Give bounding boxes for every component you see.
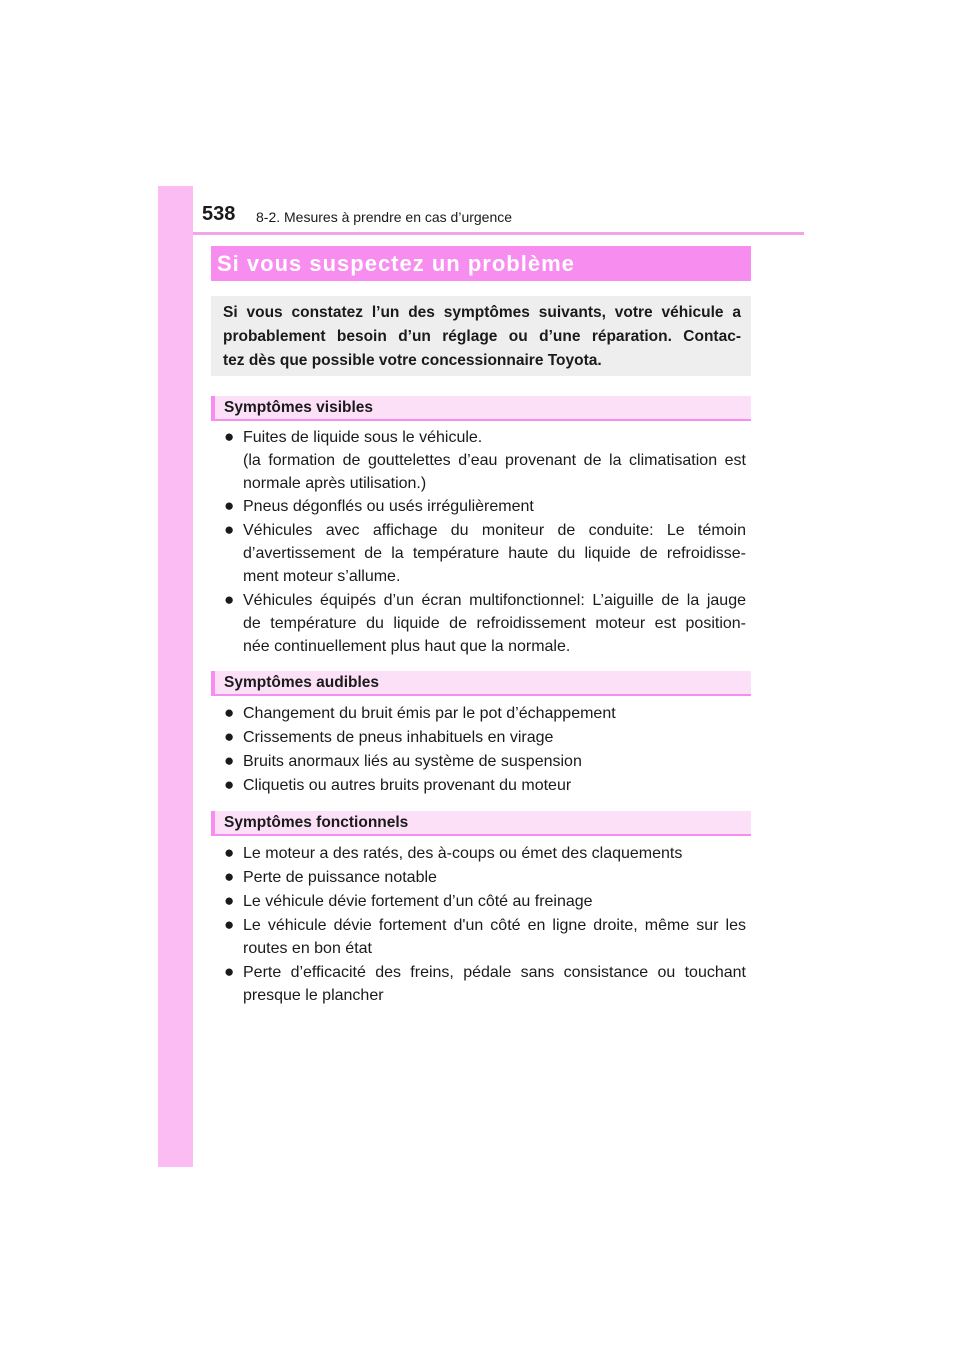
page-title: Si vous suspectez un problème: [217, 251, 575, 276]
list-item-line: Le véhicule dévie fortement d'un côté en ligne droite, même sur les: [243, 917, 746, 934]
bullet-icon: ●: [224, 520, 235, 539]
side-tab-strip: [158, 186, 193, 1167]
page-number: 538: [202, 203, 236, 225]
list-item-line: Perte de puissance notable: [243, 869, 437, 886]
intro-line: tez dès que possible votre concessionnaire Toyota.: [223, 352, 602, 369]
list-item-line: Crissements de pneus inhabituels en virage: [243, 729, 554, 746]
list-item-line: Véhicules équipés d’un écran multifonctionnel: L’aiguille de la jauge: [243, 592, 746, 609]
subheading-label: Symptômes audibles: [224, 674, 380, 691]
subheading-functional-symptoms: [211, 811, 751, 836]
subheading-label: Symptômes visibles: [224, 399, 374, 416]
bullet-icon: ●: [224, 843, 235, 862]
bullet-icon: ●: [224, 891, 235, 910]
subheading-label: Symptômes fonctionnels: [224, 814, 409, 831]
intro-line: Si vous constatez l’un des symptômes suivants, votre véhicule a: [223, 304, 741, 321]
intro-box: [211, 296, 751, 376]
list-item-line: Véhicules avec affichage du moniteur de conduite: Le témoin: [243, 522, 746, 539]
list-item-line: Perte d’efficacité des freins, pédale sans consistance ou touchant: [243, 964, 746, 981]
bullet-icon: ●: [224, 915, 235, 934]
subheading-audible-symptoms: [211, 671, 751, 696]
bullet-icon: ●: [224, 703, 235, 722]
header-rule: [193, 232, 804, 235]
list-item-line: (la formation de gouttelettes d’eau provenant de la climatisation est: [243, 452, 746, 469]
list-item-line: d’avertissement de la température haute du liquide de refroidisse-: [243, 545, 746, 562]
list-item-line: Pneus dégonflés ou usés irrégulièrement: [243, 498, 534, 515]
list-item-line: presque le plancher: [243, 987, 384, 1004]
bullet-icon: ●: [224, 427, 235, 446]
bullet-icon: ●: [224, 775, 235, 794]
bullet-icon: ●: [224, 962, 235, 981]
bullet-icon: ●: [224, 751, 235, 770]
subheading-visible-symptoms: [211, 396, 751, 421]
list-item-line: ment moteur s’allume.: [243, 568, 401, 585]
list-item-line: Cliquetis ou autres bruits provenant du moteur: [243, 777, 572, 794]
list-item-line: de température du liquide de refroidissement moteur est position-: [243, 615, 746, 632]
list-item-line: Changement du bruit émis par le pot d’échappement: [243, 705, 616, 722]
main-title-bar: [211, 246, 751, 281]
bullet-icon: ●: [224, 496, 235, 515]
bullet-icon: ●: [224, 727, 235, 746]
list-item-line: Bruits anormaux liés au système de suspension: [243, 753, 582, 770]
bullet-icon: ●: [224, 590, 235, 609]
list-item-line: Le véhicule dévie fortement d’un côté au freinage: [243, 893, 593, 910]
list-item-line: normale après utilisation.): [243, 475, 427, 492]
list-item-line: Fuites de liquide sous le véhicule.: [243, 429, 483, 446]
list-item-line: routes en bon état: [243, 940, 372, 957]
list-item-line: Le moteur a des ratés, des à-coups ou émet des claquements: [243, 845, 683, 862]
list-item-line: née continuellement plus haut que la normale.: [243, 638, 571, 655]
section-title: 8-2. Mesures à prendre en cas d’urgence: [256, 209, 513, 225]
intro-line: probablement besoin d’un réglage ou d’une réparation. Contac-: [223, 328, 741, 345]
bullet-icon: ●: [224, 867, 235, 886]
